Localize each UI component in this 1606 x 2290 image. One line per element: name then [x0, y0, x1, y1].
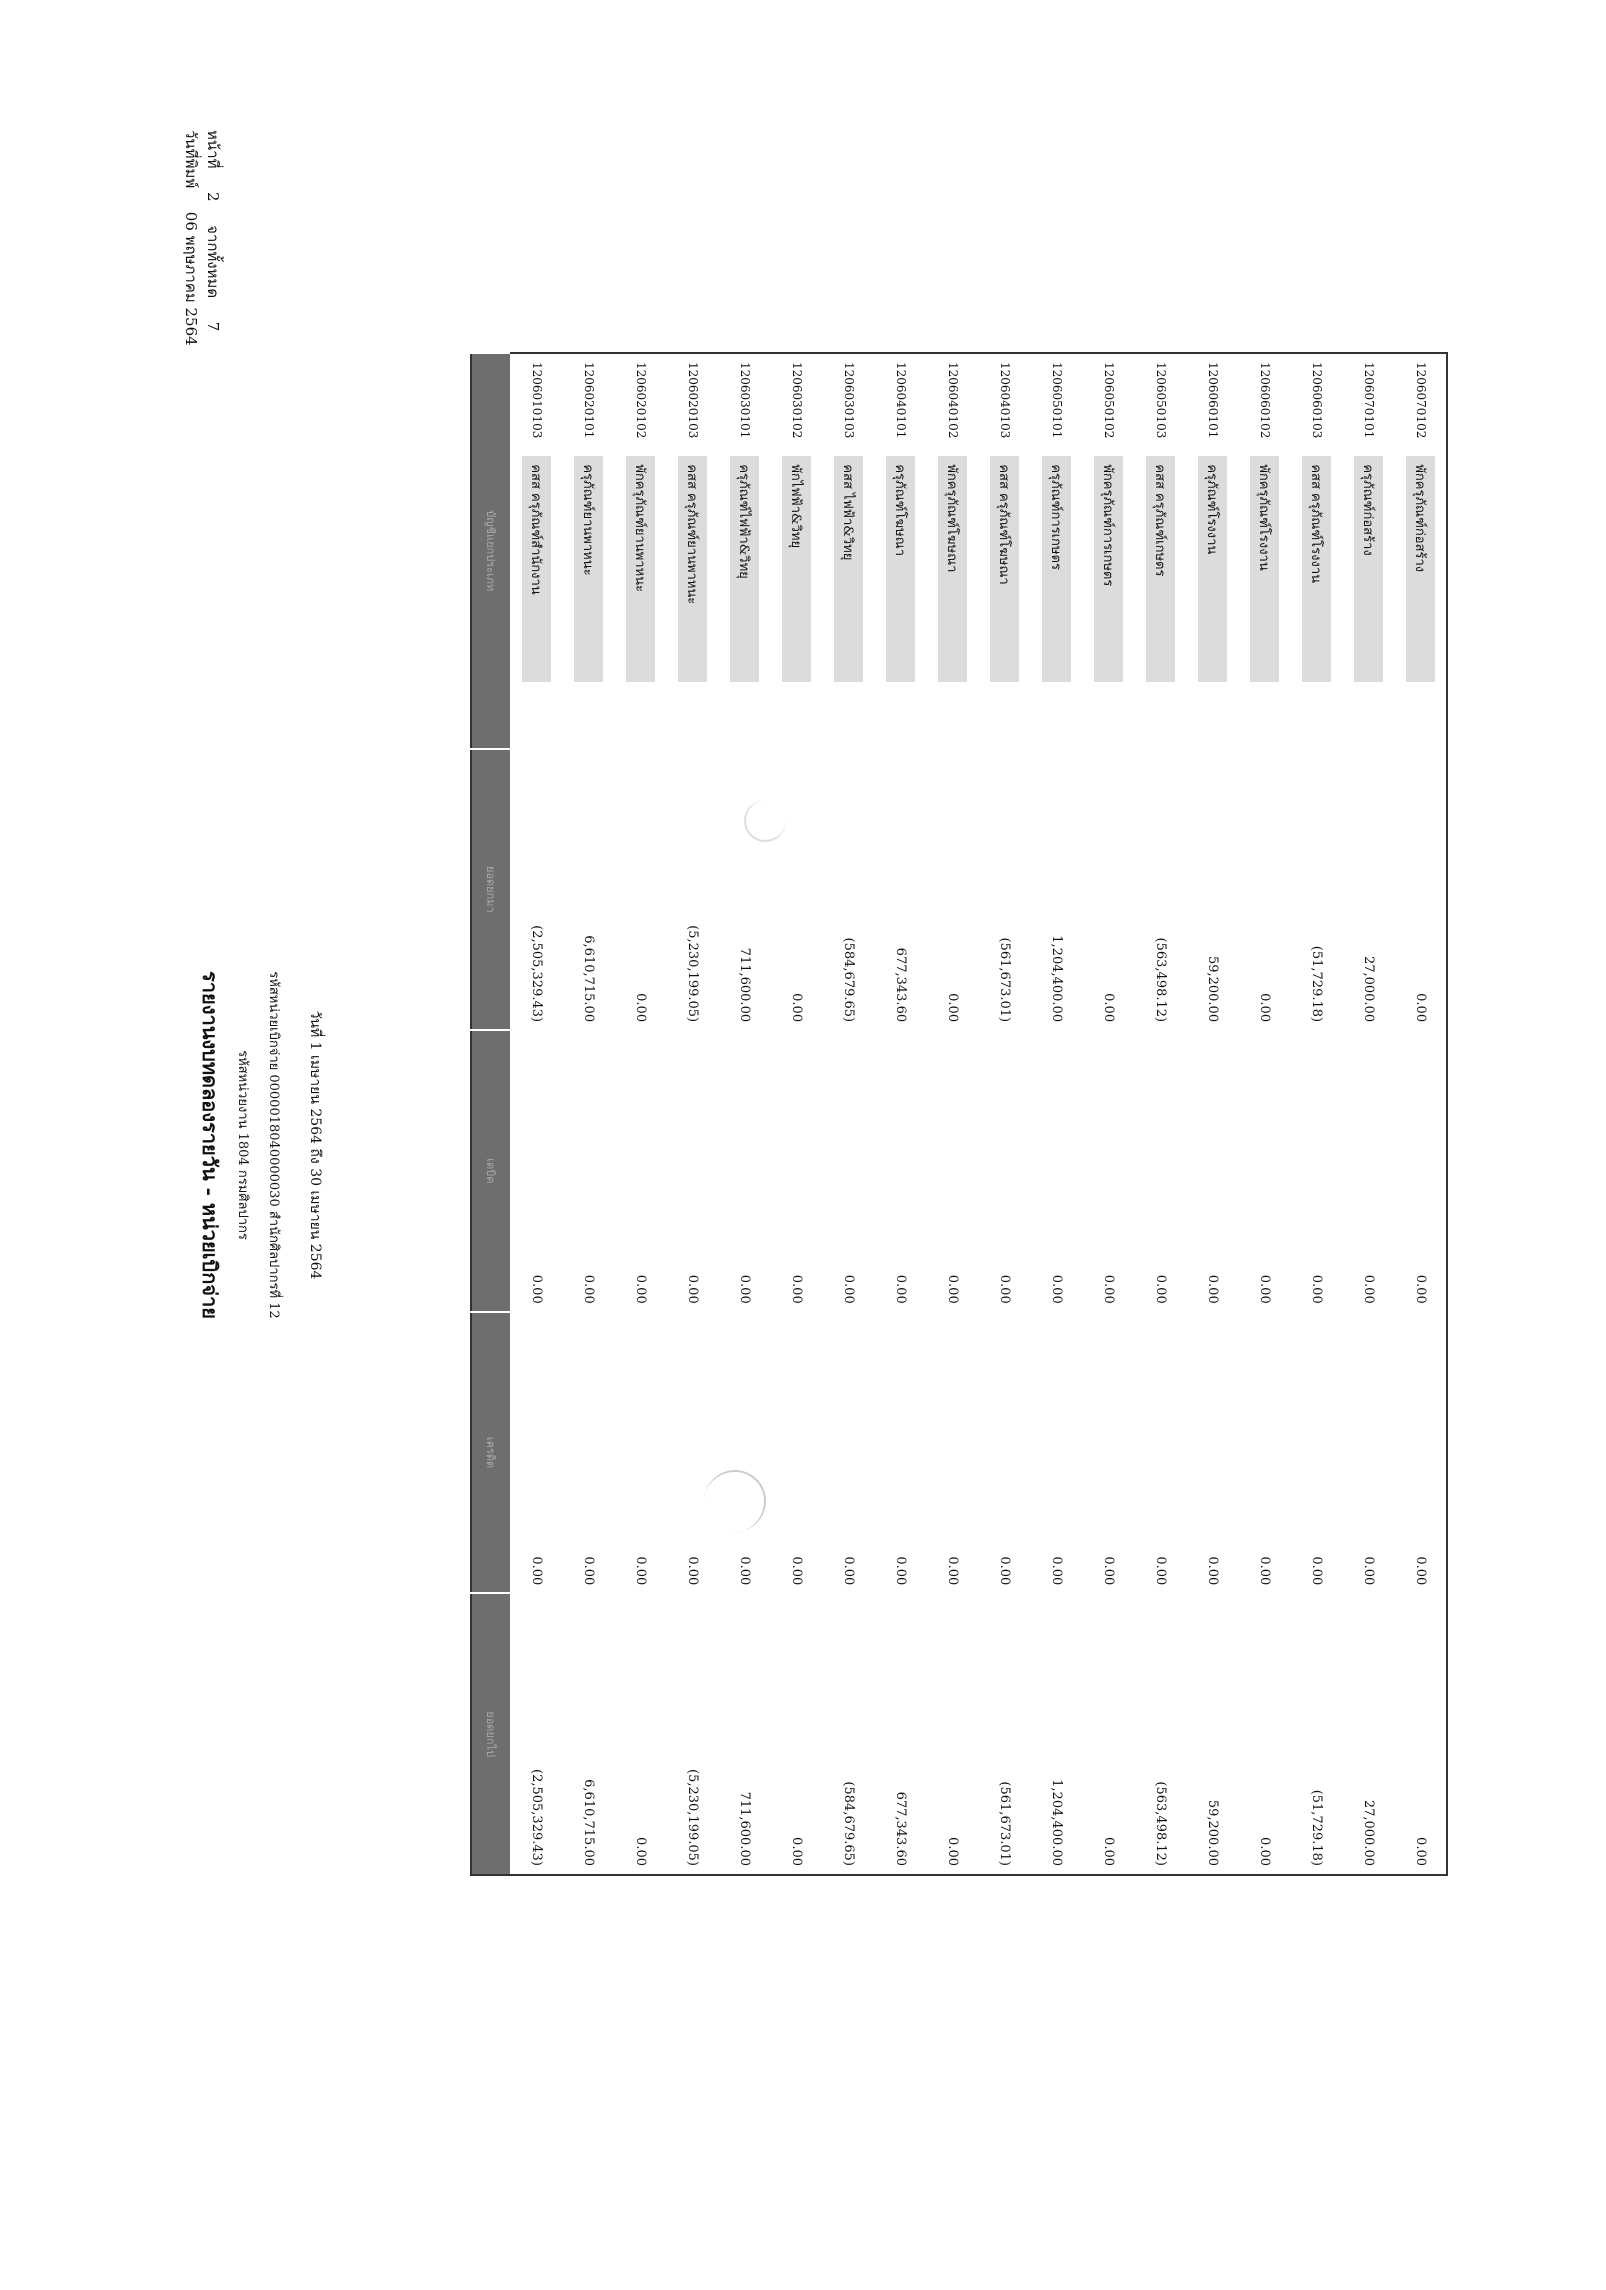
table-row [1134, 353, 1186, 1875]
account-cell [562, 353, 614, 749]
account-name: คสส ครุภัณฑ์ยานพาหนะ [678, 456, 707, 682]
table-header-row [471, 353, 510, 1875]
debit-cell: 0.00 [736, 1274, 752, 1304]
carried-forward-cell: (584,679.65) [840, 1781, 856, 1866]
account-code: 1206040102 [945, 362, 960, 439]
account-code: 1206050103 [1153, 362, 1168, 439]
brought-forward-cell: (561,673.01) [996, 937, 1012, 1023]
account-name: ครุภัณฑ์ยานพาหนะ [574, 456, 603, 682]
credit-cell: 0.00 [1256, 1556, 1272, 1586]
table-row [1030, 353, 1082, 1875]
table-row [1394, 353, 1447, 1875]
credit-cell: 0.00 [1048, 1556, 1064, 1586]
account-cell [1290, 353, 1342, 749]
account-name: พักครุภัณฑ์โรงงาน [1250, 456, 1279, 682]
credit-cell: 0.00 [632, 1556, 648, 1586]
account-name: คสส ไฟฟ้า&วิทยุ [834, 456, 863, 682]
debit-cell: 0.00 [528, 1274, 544, 1304]
account-cell [666, 353, 718, 749]
account-name: ครุภัณฑ์ก่อสร้าง [1354, 456, 1383, 682]
col-account: บัญชีแยกประเภท [471, 353, 510, 749]
table-row [822, 353, 874, 1875]
carried-forward-cell: 27,000.00 [1360, 1799, 1376, 1866]
table-row [1082, 353, 1134, 1875]
print-date: 06 พฤษภาคม 2564 [182, 211, 200, 346]
account-name: คสส ครุภัณฑ์โรงงาน [1302, 456, 1331, 682]
disbursing-unit: รหัสหน่วยเบิกจ่าย 0000018040000030 สำนักศิลปากรที่ 12 [266, 971, 281, 1319]
debit-cell: 0.00 [1204, 1274, 1220, 1304]
brought-forward-cell: (563,498.12) [1152, 937, 1168, 1023]
debit-cell: 0.00 [632, 1274, 648, 1304]
table-row [770, 353, 822, 1875]
account-cell [1238, 353, 1290, 749]
col-debit: เดบิต [471, 1030, 510, 1312]
account-cell [770, 353, 822, 749]
account-code: 1206070101 [1361, 362, 1376, 439]
carried-forward-cell: (5,230,199.05) [684, 1769, 700, 1866]
brought-forward-cell: 27,000.00 [1360, 955, 1376, 1023]
carried-forward-cell: (2,505,329.43) [528, 1769, 544, 1866]
account-cell [614, 353, 666, 749]
trial-balance-table [470, 352, 1448, 1876]
table-row [718, 353, 770, 1875]
col-brought-forward: ยอดยกมา [471, 749, 510, 1031]
account-code: 1206050102 [1101, 362, 1116, 439]
account-name: พักครุภัณฑ์ก่อสร้าง [1406, 456, 1435, 682]
account-code: 1206030102 [789, 362, 804, 439]
account-code: 1206060102 [1257, 362, 1272, 439]
account-cell [926, 353, 978, 749]
brought-forward-cell: 677,343.60 [892, 947, 908, 1023]
account-code: 1206020101 [581, 362, 596, 439]
account-name: พักครุภัณฑ์ยานพาหนะ [626, 456, 655, 682]
brought-forward-cell: 1,204,400.00 [1048, 935, 1064, 1023]
carried-forward-cell: 677,343.60 [892, 1791, 908, 1866]
account-cell [822, 353, 874, 749]
brought-forward-cell: (51,729.18) [1308, 945, 1324, 1023]
account-code: 1206020103 [685, 362, 700, 439]
account-cell [1030, 353, 1082, 749]
credit-cell: 0.00 [1412, 1556, 1428, 1586]
table-row [926, 353, 978, 1875]
agency-code: รหัสหน่วยงาน 1804 กรมศิลปากร [235, 1050, 250, 1240]
col-credit: เครดิต [471, 1312, 510, 1594]
table-row [562, 353, 614, 1875]
carried-forward-cell: (561,673.01) [996, 1781, 1012, 1866]
debit-cell: 0.00 [1100, 1274, 1116, 1304]
account-name: คสส ครุภัณฑ์สำนักงาน [522, 456, 551, 682]
account-name: ครุภัณฑ์โรงงาน [1198, 456, 1227, 682]
account-code: 1206060101 [1205, 362, 1220, 439]
carried-forward-cell: 0.00 [1412, 1837, 1428, 1866]
table-row [510, 353, 562, 1875]
table-row [1342, 353, 1394, 1875]
account-code: 1206050101 [1049, 362, 1064, 439]
brought-forward-cell: 711,600.00 [736, 947, 752, 1023]
page-label: หน้าที่ [204, 130, 222, 169]
brought-forward-cell: 0.00 [1412, 993, 1428, 1023]
debit-cell: 0.00 [944, 1274, 960, 1304]
total-pages: 7 [204, 321, 222, 332]
credit-cell: 0.00 [840, 1556, 856, 1586]
credit-cell: 0.00 [1360, 1556, 1376, 1586]
credit-cell: 0.00 [1100, 1556, 1116, 1586]
brought-forward-cell: 0.00 [1256, 993, 1272, 1023]
table-row [1238, 353, 1290, 1875]
debit-cell: 0.00 [1256, 1274, 1272, 1304]
brought-forward-cell: 0.00 [632, 993, 648, 1023]
debit-cell: 0.00 [892, 1274, 908, 1304]
debit-cell: 0.00 [996, 1274, 1012, 1304]
account-code: 1206040103 [997, 362, 1012, 439]
account-cell [978, 353, 1030, 749]
account-code: 1206030101 [737, 362, 752, 439]
account-name: คสส ครุภัณฑ์เกษตร [1146, 456, 1175, 682]
brought-forward-cell: 0.00 [1100, 993, 1116, 1023]
account-name: ครุภัณฑ์โฆษณา [886, 456, 915, 682]
debit-cell: 0.00 [840, 1274, 856, 1304]
debit-cell: 0.00 [580, 1274, 596, 1304]
table-row [666, 353, 718, 1875]
credit-cell: 0.00 [1308, 1556, 1324, 1586]
account-name: ครุภัณฑ์ไฟฟ้า&วิทยุ [730, 456, 759, 682]
credit-cell: 0.00 [892, 1556, 908, 1586]
account-name: พักครุภัณฑ์โฆษณา [938, 456, 967, 682]
account-code: 1206040101 [893, 362, 908, 439]
credit-cell: 0.00 [944, 1556, 960, 1586]
carried-forward-cell: (563,498.12) [1152, 1781, 1168, 1866]
carried-forward-cell: 0.00 [788, 1837, 804, 1866]
credit-cell: 0.00 [580, 1556, 596, 1586]
credit-cell: 0.00 [684, 1556, 700, 1586]
debit-cell: 0.00 [1308, 1274, 1324, 1304]
account-code: 1206060103 [1309, 362, 1324, 439]
print-date-label: วันที่พิมพ์ [182, 130, 200, 189]
carried-forward-cell: 0.00 [632, 1837, 648, 1866]
account-code: 1206070102 [1413, 362, 1428, 439]
table-row [614, 353, 666, 1875]
carried-forward-cell: 711,600.00 [736, 1791, 752, 1866]
account-cell [1394, 353, 1447, 749]
brought-forward-cell: 0.00 [944, 993, 960, 1023]
carried-forward-cell: 0.00 [1100, 1837, 1116, 1866]
report-title: รายงานงบทดลองรายวัน - หน่วยเบิกจ่าย [198, 971, 222, 1319]
carried-forward-cell: (51,729.18) [1308, 1789, 1324, 1866]
account-cell [1134, 353, 1186, 749]
table-row [1186, 353, 1238, 1875]
carried-forward-cell: 1,204,400.00 [1048, 1779, 1064, 1866]
account-cell [874, 353, 926, 749]
carried-forward-cell: 59,200.00 [1204, 1799, 1220, 1866]
carried-forward-cell: 6,610,715.00 [580, 1779, 596, 1866]
debit-cell: 0.00 [1412, 1274, 1428, 1304]
credit-cell: 0.00 [528, 1556, 544, 1586]
brought-forward-cell: 0.00 [788, 993, 804, 1023]
debit-cell: 0.00 [1048, 1274, 1064, 1304]
account-name: พักครุภัณฑ์การเกษตร [1094, 456, 1123, 682]
credit-cell: 0.00 [1204, 1556, 1220, 1586]
credit-cell: 0.00 [788, 1556, 804, 1586]
credit-cell: 0.00 [1152, 1556, 1168, 1586]
page-number: 2 [204, 192, 222, 202]
brought-forward-cell: (2,505,329.43) [528, 925, 544, 1023]
of-label: จากทั้งหมด [204, 225, 222, 299]
debit-cell: 0.00 [788, 1274, 804, 1304]
credit-cell: 0.00 [736, 1556, 752, 1586]
brought-forward-cell: 6,610,715.00 [580, 935, 596, 1023]
account-cell [1342, 353, 1394, 749]
brought-forward-cell: 59,200.00 [1204, 955, 1220, 1023]
carried-forward-cell: 0.00 [1256, 1837, 1272, 1866]
table-row [874, 353, 926, 1875]
report-period: วันที่ 1 เมษายน 2564 ถึง 30 เมษายน 2564 [307, 1010, 323, 1280]
debit-cell: 0.00 [1360, 1274, 1376, 1304]
account-cell [510, 353, 562, 749]
account-code: 1206030103 [841, 362, 856, 439]
debit-cell: 0.00 [1152, 1274, 1168, 1304]
account-cell [718, 353, 770, 749]
account-code: 1206020102 [633, 362, 648, 439]
account-code: 1206010103 [529, 362, 544, 439]
account-name: คสส ครุภัณฑ์โฆษณา [990, 456, 1019, 682]
account-cell [1082, 353, 1134, 749]
credit-cell: 0.00 [996, 1556, 1012, 1586]
col-carried-forward: ยอดยกไป [471, 1593, 510, 1875]
carried-forward-cell: 0.00 [944, 1837, 960, 1866]
brought-forward-cell: (584,679.65) [840, 937, 856, 1023]
debit-cell: 0.00 [684, 1274, 700, 1304]
account-cell [1186, 353, 1238, 749]
table-row [1290, 353, 1342, 1875]
account-name: ครุภัณฑ์การเกษตร [1042, 456, 1071, 682]
account-name: พักไฟฟ้า&วิทยุ [782, 456, 811, 682]
table-row [978, 353, 1030, 1875]
brought-forward-cell: (5,230,199.05) [684, 925, 700, 1023]
